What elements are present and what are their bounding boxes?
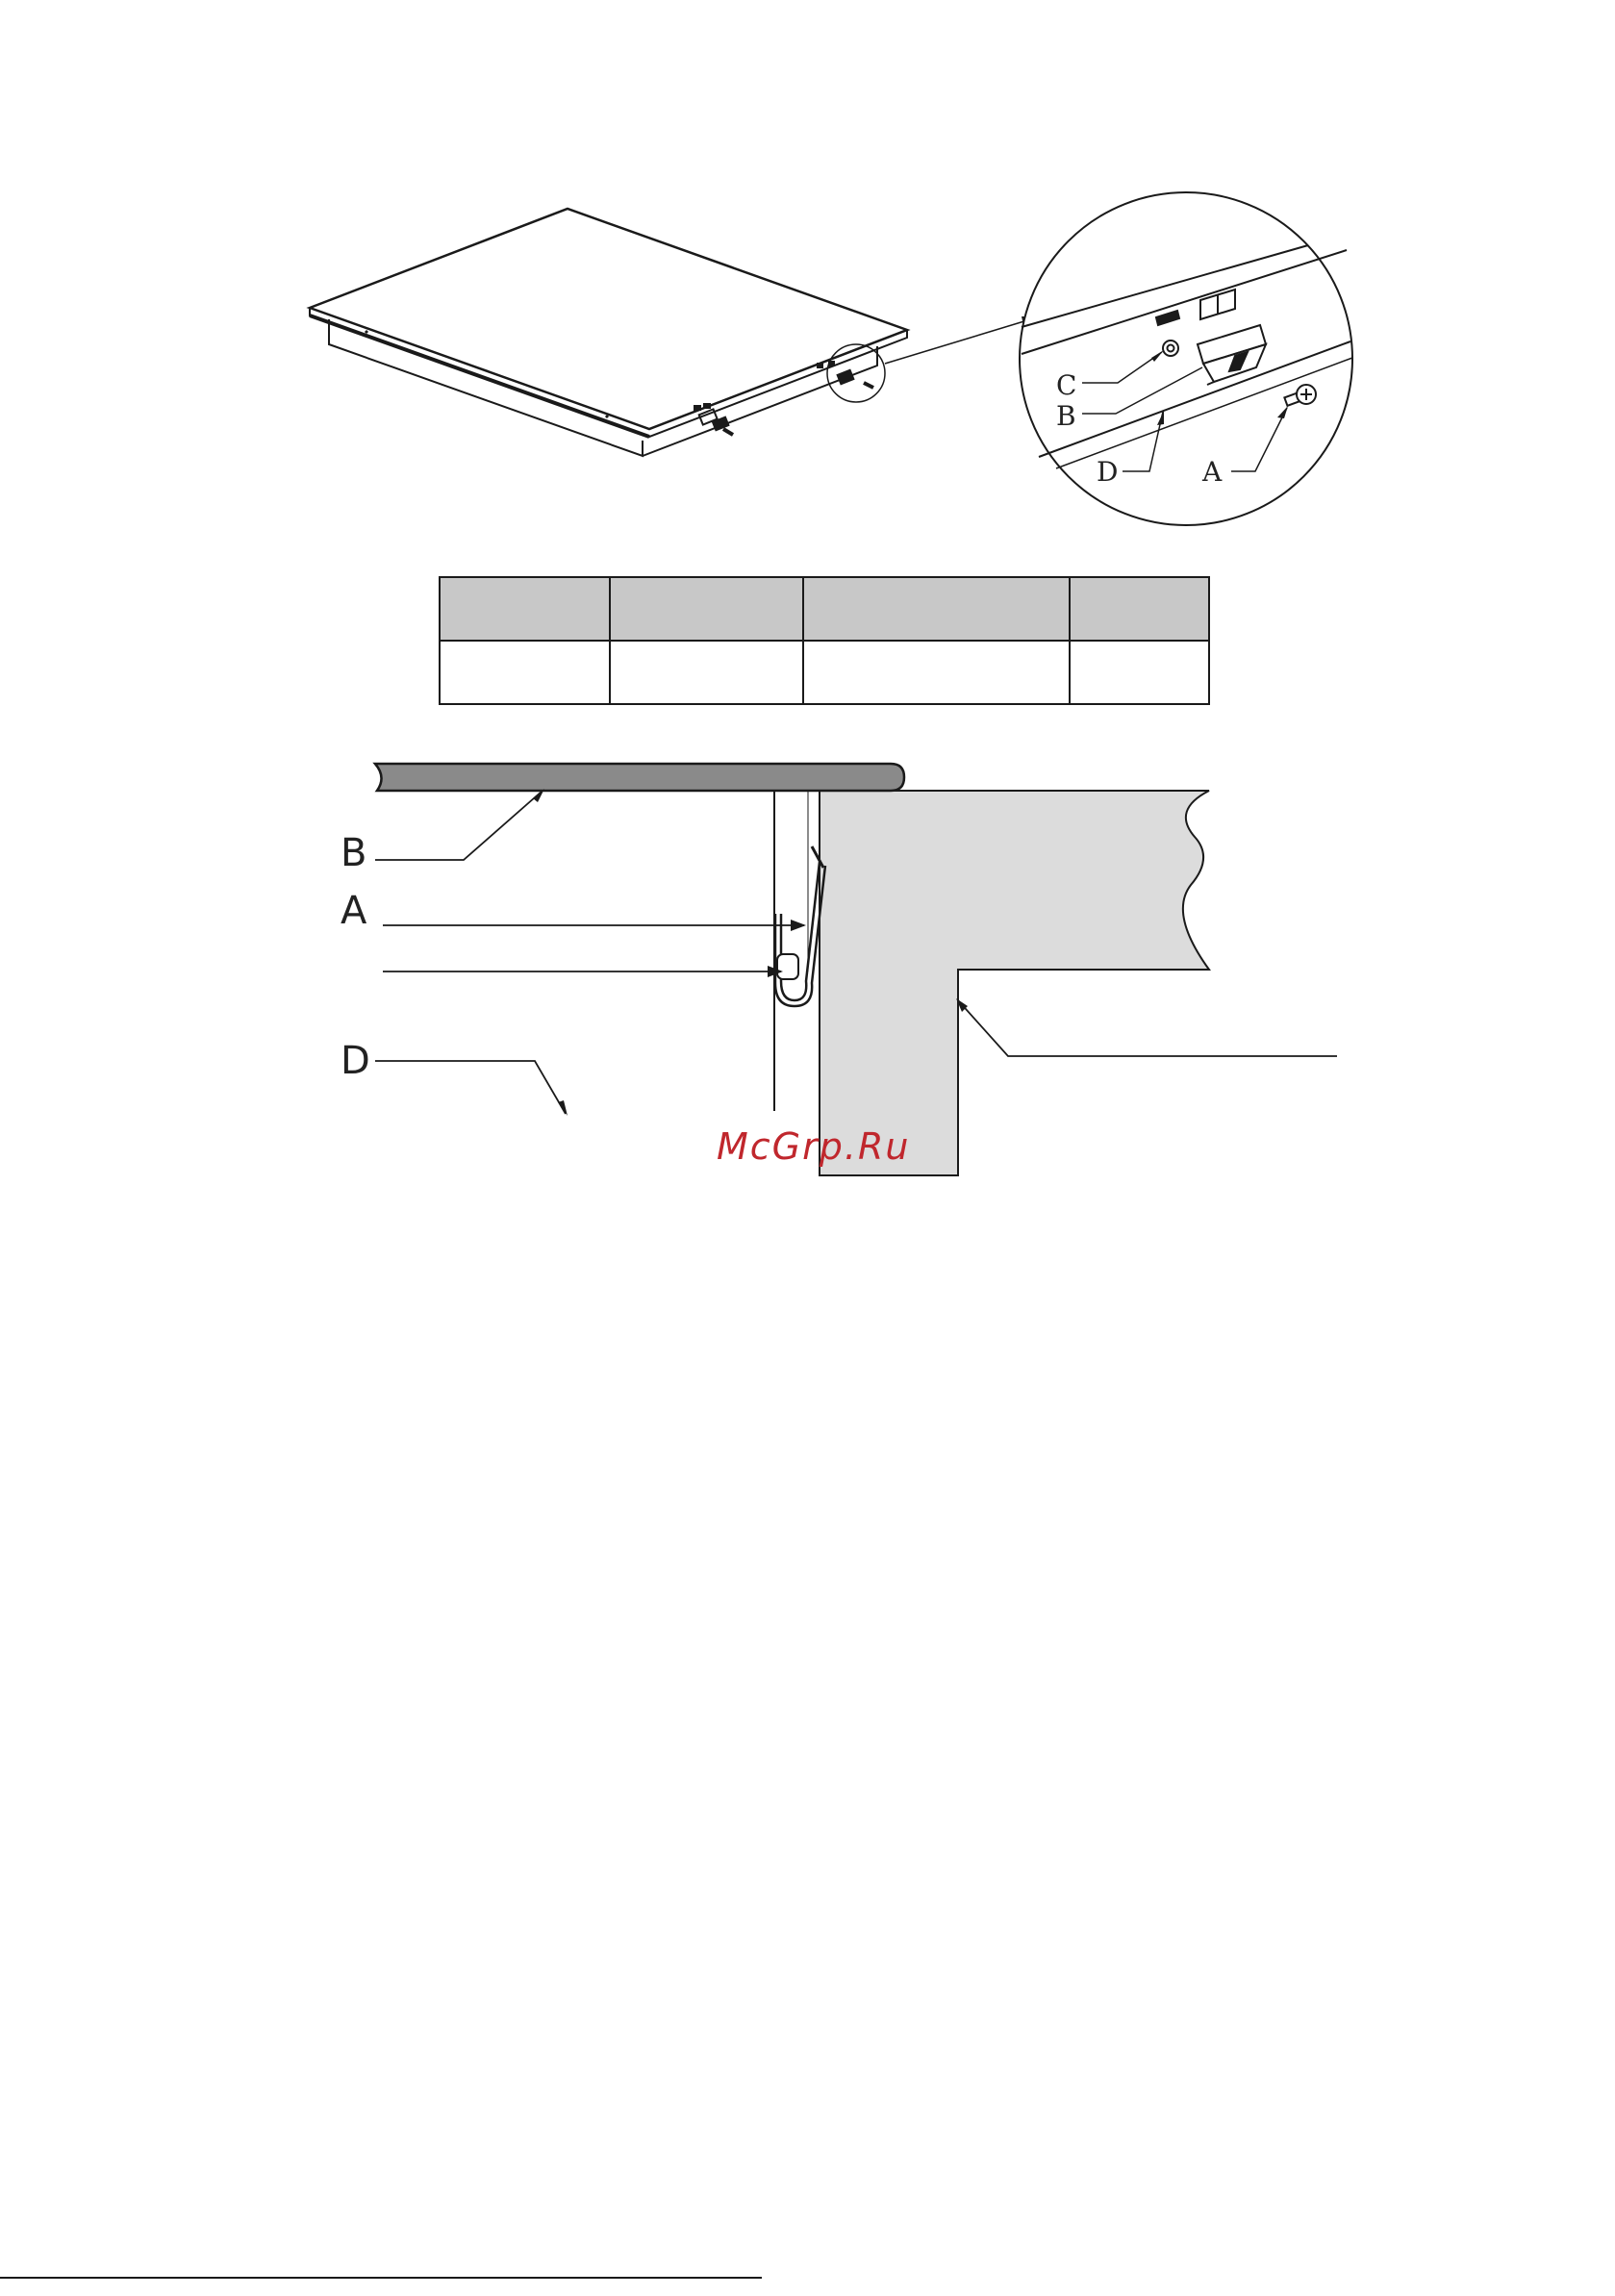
- label-a: A: [1202, 456, 1223, 488]
- label-d: D: [1097, 456, 1119, 488]
- label-b-section: B: [341, 831, 367, 875]
- glass-panel: [375, 764, 904, 791]
- label-a-section: A: [341, 889, 367, 933]
- side-clip-right: [818, 362, 873, 388]
- hob-isometric-drawing: [310, 209, 1039, 456]
- label-c: C: [1056, 369, 1077, 401]
- watermark-text: McGrp.Ru: [717, 1125, 911, 1168]
- table-header-row: [440, 577, 1209, 641]
- zoom-detail: [1020, 192, 1352, 525]
- worktop: [820, 791, 1209, 1175]
- label-d-section: D: [341, 1039, 370, 1083]
- side-clip-front: [694, 404, 733, 435]
- installation-cross-section: [341, 764, 1337, 1175]
- label-b: B: [1056, 400, 1076, 432]
- dimension-table: [440, 577, 1209, 704]
- hob-glass-top: [310, 209, 907, 429]
